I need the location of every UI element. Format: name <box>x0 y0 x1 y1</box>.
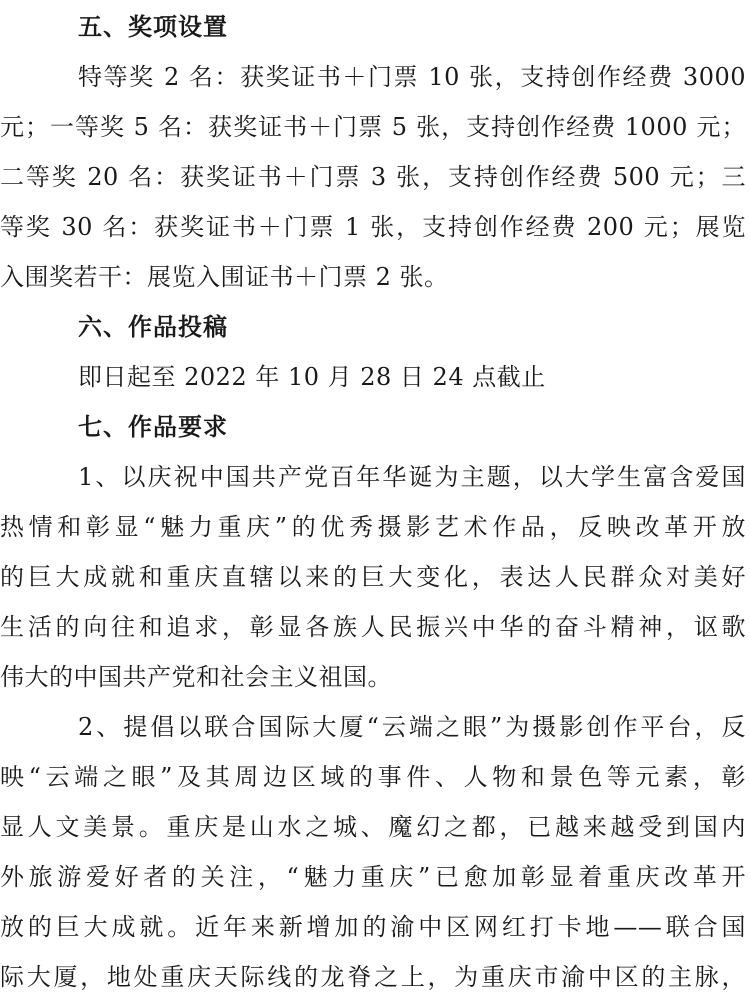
text-line: 外旅游爱好者的关注，“魅力重庆”已愈加彰显着重庆改革开 <box>0 863 746 891</box>
section-heading-requirements: 七、作品要求 <box>78 413 228 441</box>
text-line: 的巨大成就和重庆直辖以来的巨大变化，表达人民群众对美好 <box>0 563 746 591</box>
text-line: 显人文美景。重庆是山水之城、魔幻之都，已越来越受到国内 <box>0 813 746 841</box>
text-line: 放的巨大成就。近年来新增加的渝中区网红打卡地——联合国 <box>0 913 746 941</box>
text-line: 热情和彰显“魅力重庆”的优秀摄影艺术作品，反映改革开放 <box>0 513 746 541</box>
section-heading-awards: 五、奖项设置 <box>78 13 228 41</box>
text-line: 2、提倡以联合国际大厦“云端之眼”为摄影创作平台，反 <box>78 713 746 741</box>
text-line: 生活的向往和追求，彰显各族人民振兴中华的奋斗精神，讴歌 <box>0 613 746 641</box>
text-line: 特等奖 2 名：获奖证书＋门票 10 张，支持创作经费 3000 <box>78 63 746 91</box>
text-line: 等奖 30 名：获奖证书＋门票 1 张，支持创作经费 200 元；展览 <box>0 213 746 241</box>
text-line: 二等奖 20 名：获奖证书＋门票 3 张，支持创作经费 500 元；三 <box>0 163 746 191</box>
text-line: 元；一等奖 5 名：获奖证书＋门票 5 张，支持创作经费 1000 元； <box>0 113 746 141</box>
text-line: 际大厦，地处重庆天际线的龙脊之上，为重庆市渝中区的主脉， <box>0 963 746 991</box>
section-heading-submission: 六、作品投稿 <box>78 313 228 341</box>
text-line: 映“云端之眼”及其周边区域的事件、人物和景色等元素，彰 <box>0 763 746 791</box>
submission-deadline: 即日起至 2022 年 10 月 28 日 24 点截止 <box>78 363 546 391</box>
text-line: 伟大的中国共产党和社会主义祖国。 <box>0 663 392 691</box>
text-line: 入围奖若干：展览入围证书＋门票 2 张。 <box>0 263 449 291</box>
text-line: 1、以庆祝中国共产党百年华诞为主题，以大学生富含爱国 <box>78 463 746 491</box>
